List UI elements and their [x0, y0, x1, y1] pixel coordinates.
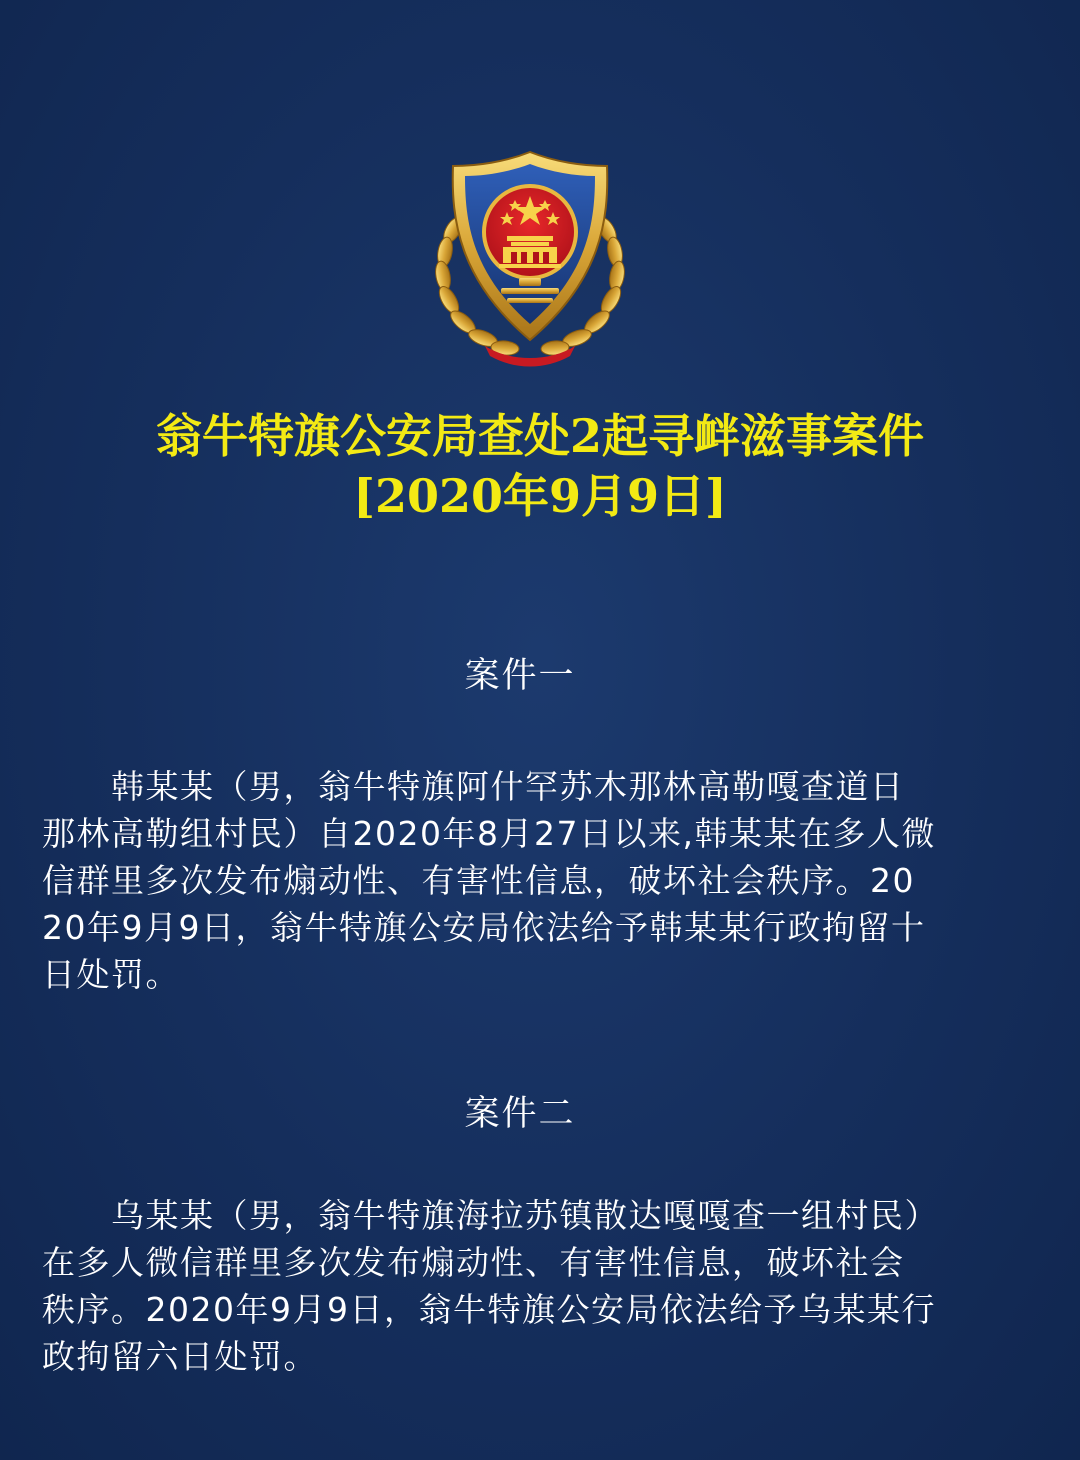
case-two-line: 政拘留六日处罚。	[42, 1337, 318, 1376]
case-one-line: 韩某某（男，翁牛特旗阿什罕苏木那林高勒嘎查道日	[42, 767, 905, 806]
page-title: 翁牛特旗公安局查处2起寻衅滋事案件	[155, 409, 924, 463]
case-one-line: 日处罚。	[42, 955, 180, 994]
case-two-line: 秩序。2020年9月9日，翁牛特旗公安局依法给予乌某某行	[42, 1290, 936, 1329]
case-two-heading: 案件二	[464, 1094, 576, 1134]
case-two-line: 在多人微信群里多次发布煽动性、有害性信息，破坏社会	[42, 1243, 905, 1282]
case-two-line: 乌某某（男，翁牛特旗海拉苏镇散达嘎嘎查一组村民）	[42, 1196, 939, 1235]
case-one-line: 信群里多次发布煽动性、有害性信息，破坏社会秩序。20	[42, 861, 915, 900]
case-one-line: 20年9月9日，翁牛特旗公安局依法给予韩某某行政拘留十	[42, 908, 926, 947]
police-emblem-icon	[415, 140, 645, 370]
case-one-body	[42, 763, 1080, 998]
case-two-body	[42, 1192, 1080, 1380]
page-date: [2020年9月9日]	[353, 469, 727, 523]
case-one-heading: 案件一	[464, 656, 576, 696]
case-one-line: 那林高勒组村民）自2020年8月27日以来,韩某某在多人微	[42, 814, 936, 853]
